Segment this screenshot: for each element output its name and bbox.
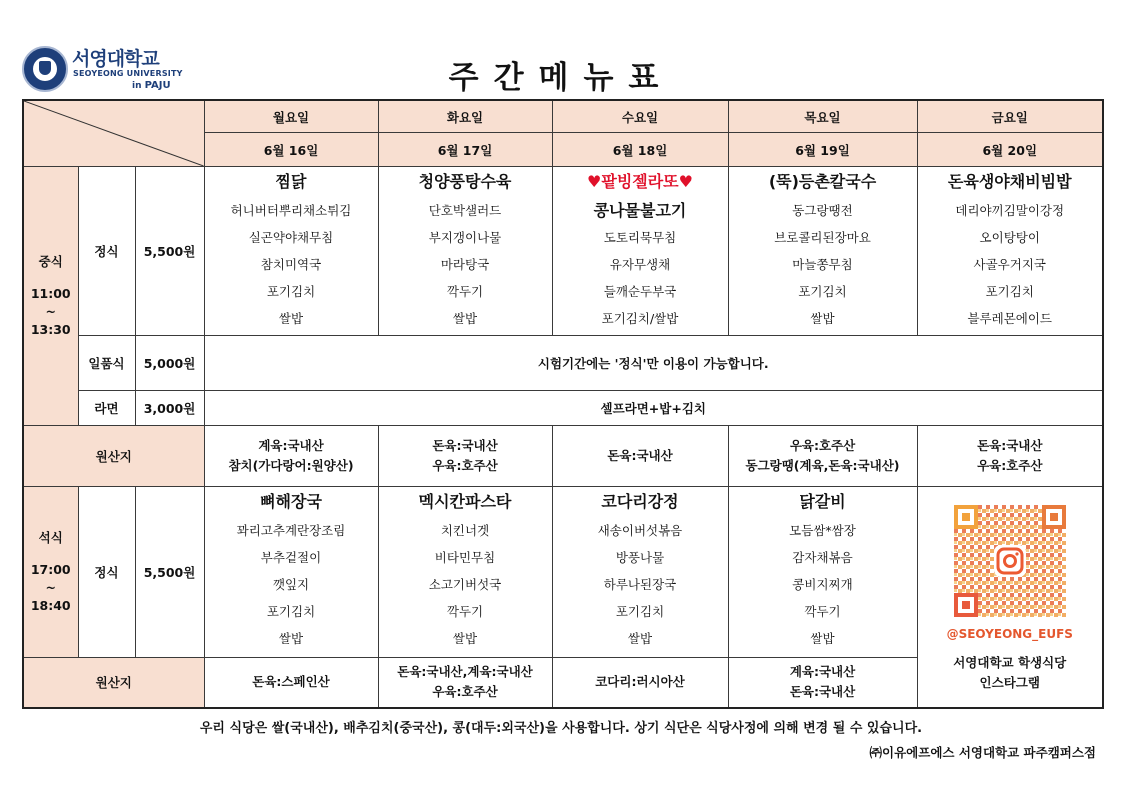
single-label: 일품식 bbox=[78, 336, 135, 391]
dinner-origin-tue bbox=[378, 658, 552, 708]
side-dish: 마라탕국 bbox=[440, 257, 490, 272]
day-name-mon: 월요일 bbox=[204, 100, 378, 133]
origin-line: 우육:호주산 bbox=[977, 458, 1043, 473]
side-dish: 비타민무침 bbox=[434, 550, 496, 565]
lunch-menu-fri bbox=[917, 167, 1103, 336]
side-dish: 깻잎지 bbox=[272, 577, 310, 592]
side-dish: 치킨너겟 bbox=[440, 523, 490, 538]
dinner-origin-wed bbox=[552, 658, 728, 708]
instagram-caption-line: 서영대학교 학생식당 bbox=[953, 655, 1067, 670]
origin-line: 코다리:러시아산 bbox=[595, 674, 685, 690]
dinner-origin-thu bbox=[728, 658, 917, 708]
main-dish: 찜닭 bbox=[275, 172, 307, 191]
main-dish: 콩나물불고기 bbox=[593, 201, 687, 220]
dinner-origin-label: 원산지 bbox=[23, 658, 204, 708]
dinner-menu-mon bbox=[204, 487, 378, 658]
lunch-menu-wed bbox=[552, 167, 728, 336]
main-dish: 멕시칸파스타 bbox=[418, 492, 512, 511]
instagram-cell bbox=[917, 487, 1103, 708]
date-tue: 6월 17일 bbox=[378, 133, 552, 167]
side-dish: 블루레몬에이드 bbox=[967, 311, 1053, 326]
dinner-set-price: 5,500원 bbox=[135, 487, 204, 658]
dinner-set-row bbox=[23, 487, 1103, 658]
single-price: 5,000원 bbox=[135, 336, 204, 391]
dinner-time-start: 17:00 bbox=[30, 562, 71, 577]
side-dish: 포기김치 bbox=[985, 284, 1034, 299]
side-dish: 포기김치 bbox=[266, 284, 316, 299]
lunch-ramen-row bbox=[23, 391, 1103, 426]
side-dish: 방풍나물 bbox=[615, 550, 665, 565]
side-dish: 쌀밥 bbox=[278, 311, 304, 326]
lunch-label-cell bbox=[23, 167, 78, 426]
lunch-menu-thu bbox=[728, 167, 917, 336]
side-dish: 포기김치/쌀밥 bbox=[601, 311, 679, 326]
lunch-time-sep: ~ bbox=[45, 304, 56, 319]
dinner-label-cell bbox=[23, 487, 78, 658]
side-dish: 쌀밥 bbox=[810, 311, 835, 326]
weekly-menu-table bbox=[22, 99, 1104, 709]
date-wed: 6월 18일 bbox=[552, 133, 728, 167]
lunch-single-row bbox=[23, 336, 1103, 391]
side-dish: 하루나된장국 bbox=[603, 577, 677, 592]
side-dish: 유자무생채 bbox=[609, 257, 671, 272]
side-dish: 꽈리고추계란장조림 bbox=[236, 523, 346, 538]
lunch-origin-label: 원산지 bbox=[23, 426, 204, 487]
origin-line: 돈육:국내산 bbox=[432, 438, 498, 453]
main-dish: 닭갈비 bbox=[799, 492, 846, 511]
special-dessert: ♥팥빙젤라또♥ bbox=[587, 172, 693, 191]
origin-line: 동그랑땡(계육,돈육:국내산) bbox=[745, 458, 900, 473]
date-thu: 6월 19일 bbox=[728, 133, 917, 167]
side-dish: 깍두기 bbox=[804, 604, 841, 619]
corner-diagonal-cell bbox=[23, 100, 204, 167]
lunch-origin-fri bbox=[917, 426, 1103, 487]
side-dish: 쌀밥 bbox=[278, 631, 304, 646]
day-name-fri: 금요일 bbox=[917, 100, 1103, 133]
dinner-menu-tue bbox=[378, 487, 552, 658]
side-dish: 브로콜리된장마요 bbox=[774, 230, 871, 245]
lunch-time-start: 11:00 bbox=[30, 286, 71, 301]
origin-line: 계육:국내산 bbox=[789, 664, 856, 680]
lunch-label: 중식 bbox=[38, 254, 63, 269]
side-dish: 쌀밥 bbox=[627, 631, 653, 646]
instagram-caption-line: 인스타그램 bbox=[979, 675, 1040, 690]
side-dish: 포기김치 bbox=[798, 284, 847, 299]
origin-line: 돈육:스페인산 bbox=[252, 674, 330, 690]
dinner-menu-wed bbox=[552, 487, 728, 658]
lunch-menu-tue bbox=[378, 167, 552, 336]
lunch-origin-wed bbox=[552, 426, 728, 487]
origin-line: 우육:호주산 bbox=[789, 438, 856, 453]
side-dish: 깍두기 bbox=[446, 604, 484, 619]
side-dish: 마늘쫑무침 bbox=[792, 257, 853, 272]
side-dish: 데리야끼김말이강정 bbox=[955, 203, 1065, 218]
side-dish: 들깨순두부국 bbox=[603, 284, 677, 299]
logo-english-name: SEOYEONG UNIVERSITY bbox=[73, 69, 183, 78]
lunch-set-label: 정식 bbox=[78, 167, 135, 336]
main-dish: 돈육생야채비빔밥 bbox=[947, 172, 1072, 191]
origin-line: 돈육:국내산 bbox=[977, 438, 1043, 453]
main-dish: 뼈해장국 bbox=[260, 492, 322, 511]
instagram-caption bbox=[918, 653, 1103, 693]
lunch-origin-tue bbox=[378, 426, 552, 487]
side-dish: 사골우거지국 bbox=[973, 257, 1046, 272]
origin-line: 계육:국내산 bbox=[258, 438, 324, 453]
side-dish: 새송이버섯볶음 bbox=[597, 523, 683, 538]
footer-note: 우리 식당은 쌀(국내산), 배추김치(중국산), 콩(대두:외국산)을 사용합니다. 상기 식단은 식당사정에 의해 변경 될 수 있습니다. bbox=[199, 721, 923, 736]
qr-code-icon bbox=[950, 501, 1070, 621]
side-dish: 부지갱이나물 bbox=[428, 230, 502, 245]
dinner-label: 석식 bbox=[38, 530, 63, 545]
lunch-set-price: 5,500원 bbox=[135, 167, 204, 336]
origin-line: 돈육:국내산 bbox=[607, 448, 673, 463]
exam-period-notice: 시험기간에는 '정식'만 이용이 가능합니다. bbox=[204, 336, 1103, 391]
side-dish: 콩비지찌개 bbox=[792, 577, 853, 592]
side-dish: 쌀밥 bbox=[810, 631, 835, 646]
dinner-origin-mon bbox=[204, 658, 378, 708]
side-dish: 쌀밥 bbox=[452, 311, 478, 326]
lunch-origin-mon bbox=[204, 426, 378, 487]
side-dish: 동그랑땡전 bbox=[792, 203, 853, 218]
page-title: 주간메뉴표 bbox=[448, 60, 674, 96]
side-dish: 실곤약야채무침 bbox=[248, 230, 334, 245]
dinner-menu-thu bbox=[728, 487, 917, 658]
origin-line: 우육:호주산 bbox=[432, 684, 498, 700]
side-dish: 감자채볶음 bbox=[792, 550, 853, 565]
logo-campus: in PAJU bbox=[132, 80, 171, 91]
origin-line: 우육:호주산 bbox=[432, 458, 498, 473]
side-dish: 포기김치 bbox=[615, 604, 665, 619]
origin-line: 돈육:국내산,계육:국내산 bbox=[397, 664, 533, 680]
side-dish: 쌀밥 bbox=[452, 631, 478, 646]
day-name-thu: 목요일 bbox=[728, 100, 917, 133]
day-name-row bbox=[23, 100, 1103, 133]
side-dish: 참치미역국 bbox=[260, 257, 322, 272]
lunch-origin-row bbox=[23, 426, 1103, 487]
ramen-price: 3,000원 bbox=[135, 391, 204, 426]
side-dish: 부추겉절이 bbox=[260, 550, 322, 565]
side-dish: 모듬쌈*쌈장 bbox=[789, 523, 856, 538]
origin-line: 돈육:국내산 bbox=[789, 684, 856, 700]
side-dish: 포기김치 bbox=[266, 604, 316, 619]
side-dish: 단호박샐러드 bbox=[428, 203, 502, 218]
side-dish: 오이탕탕이 bbox=[979, 230, 1040, 245]
footer-signature: ㈜이유에프에스 서영대학교 파주캠퍼스점 bbox=[869, 745, 1096, 760]
instagram-qr-code[interactable] bbox=[950, 501, 1070, 621]
side-dish: 허니버터뿌리채소튀김 bbox=[230, 203, 352, 218]
dinner-time-end: 18:40 bbox=[30, 598, 71, 613]
main-dish: 청양풍탕수육 bbox=[418, 172, 512, 191]
main-dish: (뚝)등촌칼국수 bbox=[768, 172, 877, 191]
side-dish: 깍두기 bbox=[446, 284, 484, 299]
side-dish: 도토리묵무침 bbox=[603, 230, 677, 245]
dinner-set-label: 정식 bbox=[78, 487, 135, 658]
main-dish: 코다리강정 bbox=[601, 492, 679, 511]
ramen-label: 라면 bbox=[78, 391, 135, 426]
ramen-menu: 셀프라면+밥+김치 bbox=[204, 391, 1103, 426]
lunch-time-end: 13:30 bbox=[30, 322, 71, 337]
origin-line: 참치(가다랑어:원양산) bbox=[228, 458, 354, 473]
lunch-menu-mon bbox=[204, 167, 378, 336]
instagram-handle[interactable]: @SEOYEONG_EUFS bbox=[946, 627, 1073, 641]
side-dish: 소고기버섯국 bbox=[428, 577, 502, 592]
lunch-set-row bbox=[23, 167, 1103, 336]
dinner-time-sep: ~ bbox=[45, 580, 56, 595]
date-fri: 6월 20일 bbox=[917, 133, 1103, 167]
day-name-wed: 수요일 bbox=[552, 100, 728, 133]
lunch-origin-thu bbox=[728, 426, 917, 487]
date-mon: 6월 16일 bbox=[204, 133, 378, 167]
logo-korean-name: 서영대학교 bbox=[72, 48, 159, 70]
day-name-tue: 화요일 bbox=[378, 100, 552, 133]
